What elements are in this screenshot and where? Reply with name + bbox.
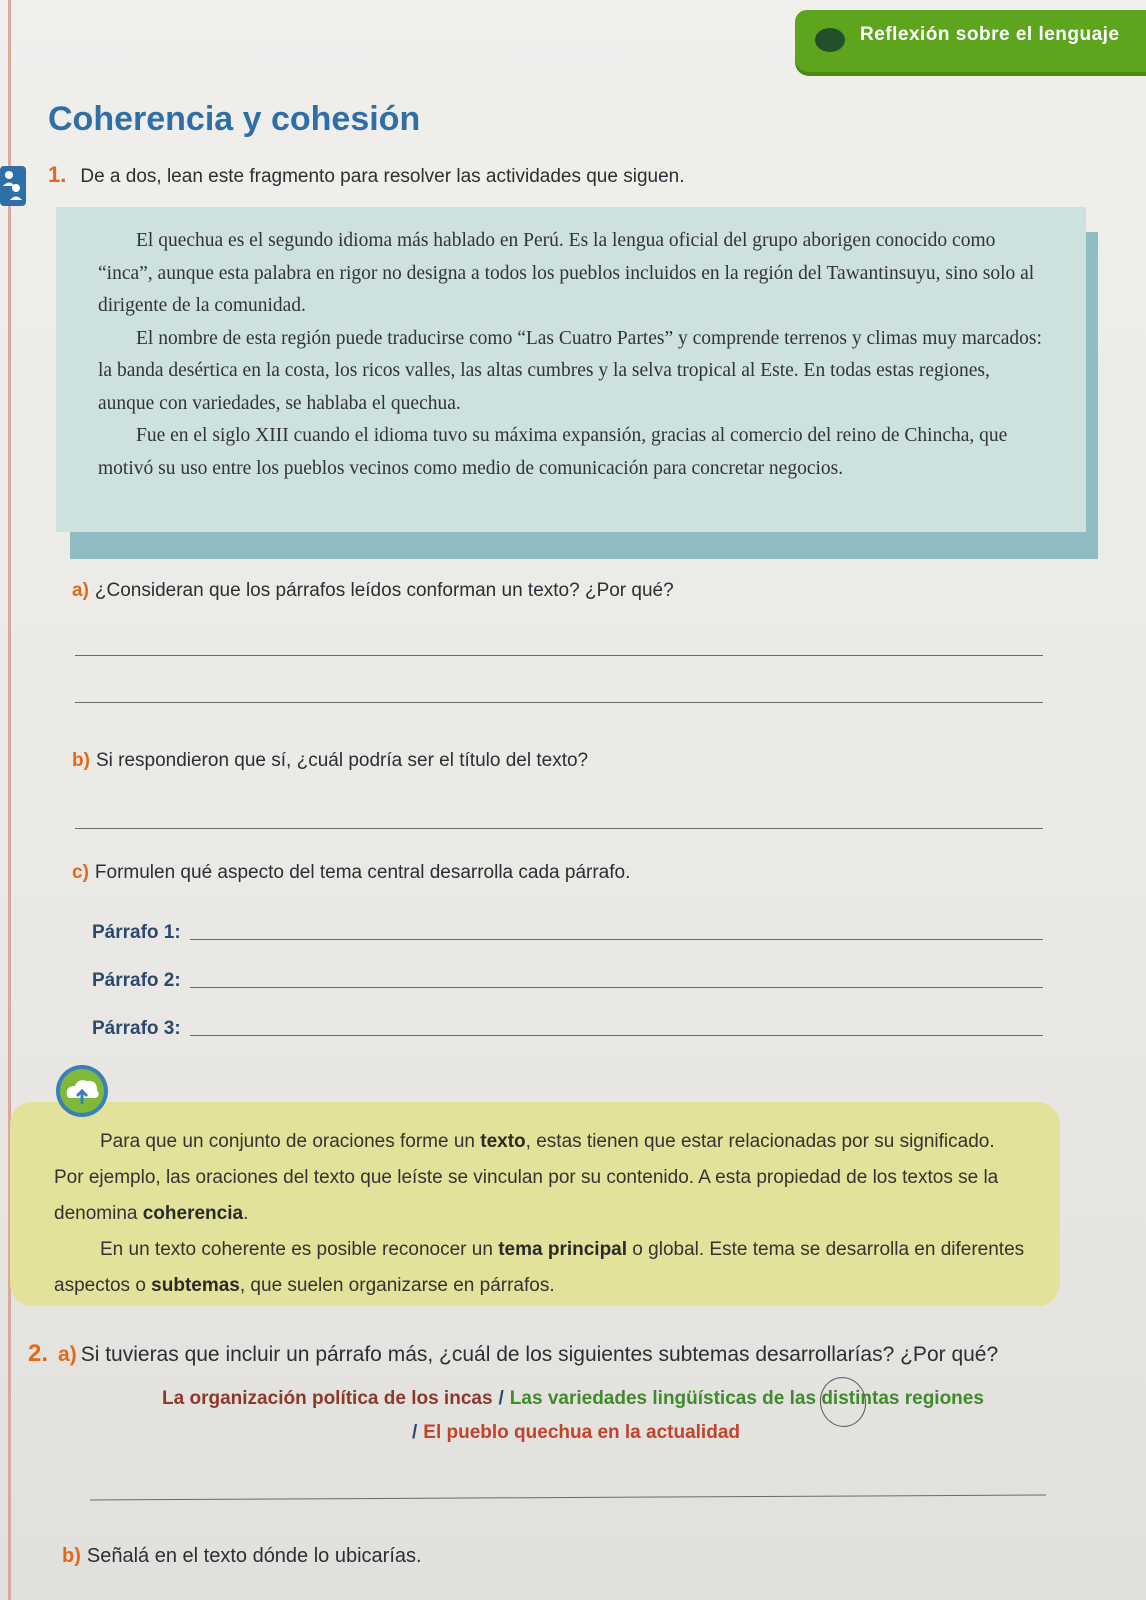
reading-passage <box>56 207 1086 532</box>
subtopic-options-line-1 <box>0 1388 1146 1410</box>
option-separator: / <box>498 1388 504 1409</box>
concept-text: , que suelen organizarse en párrafos. <box>239 1275 555 1296</box>
question-b <box>72 750 588 772</box>
question-c-letter: c) <box>72 862 89 883</box>
concept-text: Para que un conjunto de oraciones forme un <box>100 1131 481 1152</box>
answer-line-paragraph-1[interactable] <box>190 939 1043 940</box>
concept-text: En un texto coherente es posible reconocer un <box>100 1239 499 1260</box>
question-c-text: Formulen qué aspecto del tema central desarrolla cada párrafo. <box>94 862 631 883</box>
answer-line-a1[interactable] <box>75 655 1043 656</box>
concept-keyword-coherencia: coherencia <box>142 1203 244 1224</box>
question-a-text: ¿Consideran que los párrafos leídos conforman un texto? ¿Por qué? <box>94 580 674 601</box>
activity-2-question-a <box>28 1340 998 1368</box>
concept-text: . <box>243 1203 249 1224</box>
pair-work-icon <box>0 166 26 206</box>
option-separator: / <box>411 1422 418 1443</box>
section-tab-label: Reflexión sobre el lenguaje <box>860 24 1120 45</box>
question-b-letter: b) <box>72 750 90 771</box>
activity-1-instruction <box>48 162 685 188</box>
activity-1-text: De a dos, lean este fragmento para resolver las actividades que siguen. <box>80 166 685 187</box>
concept-box <box>10 1102 1060 1306</box>
activity-2-b-text: Señalá en el texto dónde lo ubicarías. <box>86 1545 422 1567</box>
answer-line-b[interactable] <box>75 828 1043 829</box>
concept-text: , estas tienen que estar relacionadas por su significado. Por ejemplo, las oraciones del texto que leíste se vinculan por su contenido. A esta propiedad de los textos se la denomina <box>54 1131 999 1224</box>
passage-paragraph-1: El quechua es el segundo idioma más hablado en Perú. Es la lengua oficial del grupo aborigen conocido como “inca”, aunque esta palabra en rigor no designa a todos los pueblos incluidos en la región del Tawantinsuyu, sino solo al dirigente de la comunidad. <box>98 230 1035 316</box>
activity-1-number: 1. <box>48 162 67 187</box>
concept-keyword-subtemas: subtemas <box>151 1275 240 1296</box>
page-title: Coherencia y cohesión <box>48 100 421 138</box>
paragraph-3-label: Párrafo 3: <box>92 1018 181 1039</box>
subtopic-options-line-2 <box>0 1422 1146 1444</box>
answer-line-2a[interactable] <box>90 1494 1046 1500</box>
tab-dot-icon <box>815 28 845 52</box>
concept-keyword-texto: texto <box>480 1131 526 1152</box>
activity-2-question-b <box>62 1545 422 1568</box>
passage-paragraph-2: El nombre de esta región puede traducirse como “Las Cuatro Partes” y comprende terrenos y climas muy marcados: la banda desértica en la costa, los ricos valles, las altas cumbres y la selva tropical al Este. En todas estas regiones, aunque con variedades, se hablaba el quechua. <box>98 327 1042 414</box>
activity-2-a-text: Si tuvieras que incluir un párrafo más, ¿cuál de los siguientes subtemas desarrollarías? ¿Por qué? <box>80 1343 999 1366</box>
option-organizacion-politica[interactable]: La organización política de los incas <box>162 1388 493 1409</box>
question-a <box>72 580 674 602</box>
option-variedades-linguisticas[interactable]: Las variedades lingüísticas de las distintas regiones <box>509 1388 984 1409</box>
answer-line-paragraph-3[interactable] <box>190 1035 1043 1036</box>
activity-2-b-letter: b) <box>62 1545 81 1567</box>
passage-paragraph-3: Fue en el siglo XIII cuando el idioma tuvo su máxima expansión, gracias al comercio del reino de Chincha, que motivó su uso entre los pueblos vecinos como medio de comunicación para concretar negocios. <box>98 425 1008 479</box>
activity-2-a-letter: a) <box>58 1343 77 1366</box>
question-a-letter: a) <box>72 580 89 601</box>
margin-rule <box>8 0 11 1600</box>
section-tab <box>795 10 1146 72</box>
question-b-text: Si respondieron que sí, ¿cuál podría ser el título del texto? <box>95 750 589 771</box>
option-pueblo-quechua[interactable]: El pueblo quechua en la actualidad <box>423 1422 740 1443</box>
concept-text: o global. Este tema se desarrolla en diferentes aspectos o <box>54 1239 1025 1296</box>
concept-keyword-tema-principal: tema principal <box>498 1239 628 1260</box>
concept-paragraph-1 <box>54 1124 1026 1232</box>
answer-line-a2[interactable] <box>75 702 1043 703</box>
concept-paragraph-2 <box>54 1232 1026 1304</box>
activity-2-number: 2. <box>28 1340 49 1367</box>
paragraph-2-label: Párrafo 2: <box>92 970 181 991</box>
answer-line-paragraph-2[interactable] <box>190 987 1043 988</box>
paragraph-1-label: Párrafo 1: <box>92 922 181 943</box>
question-c <box>72 862 630 884</box>
cloud-upload-icon <box>53 1064 111 1118</box>
